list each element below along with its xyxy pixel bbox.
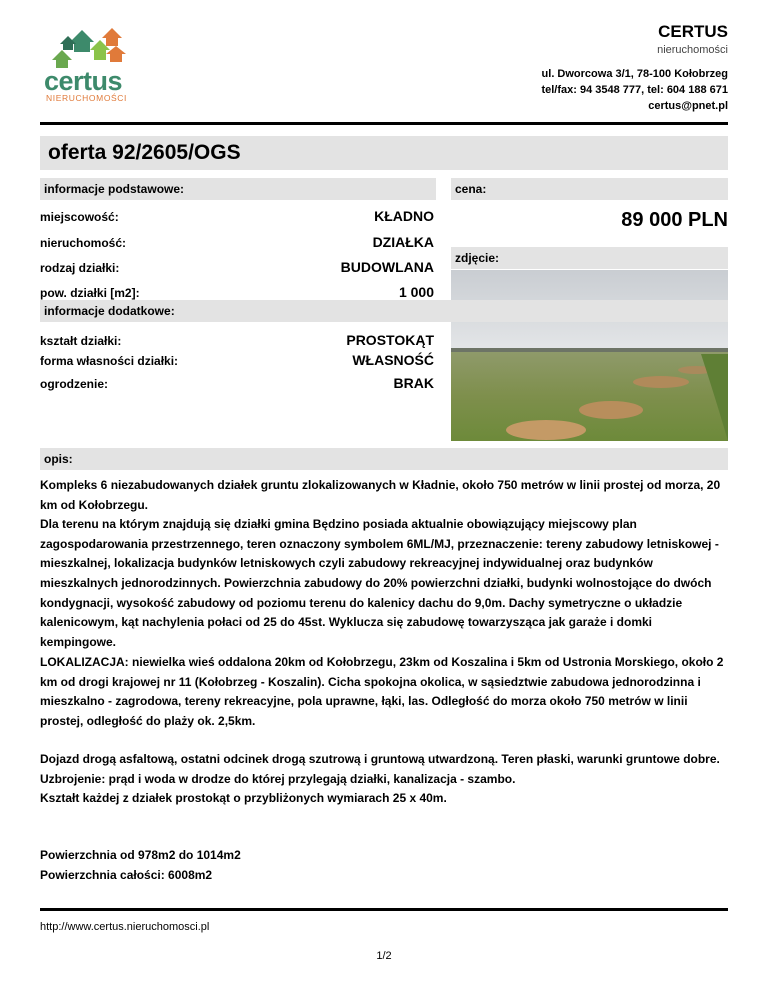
value-plot-type: BUDOWLANA [340,259,434,275]
access-paragraph: Dojazd drogą asfaltową, ostatni odcinek drogą szutrową i gruntową utwardzoną. Teren płaski, warunki gruntowe dobre. Uzbrojenie: prąd i woda w drodze do której przylegają działki, kanalizacja - szambo. Kształt każdej z działek prostokąt o przybliżonych wymiarach 25 x 40m. [40,752,720,806]
price-value: 89 000 PLN [621,209,728,231]
value-plot-shape: PROSTOKĄT [346,332,434,348]
value-plot-area: 1 000 [398,284,434,300]
address-line: ul. Dworcowa 3/1, 78-100 Kołobrzeg [541,68,728,80]
section-basic-info: informacje podstawowe: [40,178,436,200]
section-description: opis: [40,448,728,470]
logo-houses-icon [52,28,126,68]
brand-subtitle: nieruchomości [657,44,728,56]
offer-title: oferta 92/2605/OGS [48,141,241,164]
section-additional-info: informacje dodatkowe: [40,300,728,322]
label-ownership: forma własności działki: [40,354,179,368]
footer-url-link[interactable]: http://www.certus.nieruchomosci.pl [40,921,210,933]
value-ownership: WŁASNOŚĆ [352,352,434,368]
page-number: 1/2 [376,950,392,962]
header-divider [40,122,728,125]
phone-line: tel/fax: 94 3548 777, tel: 604 188 671 [541,84,728,96]
logo-wordmark: certus [44,66,123,96]
plot-photo [451,270,728,441]
section-photo: zdjęcie: [451,247,728,269]
label-plot-type: rodzaj działki: [40,261,120,275]
footer-divider [40,908,728,911]
value-locality: KŁADNO [374,208,434,224]
label-plot-area: pow. działki [m2]: [40,286,140,300]
label-plot-shape: kształt działki: [40,334,122,348]
area-paragraph: Powierzchnia od 978m2 do 1014m2 Powierzchnia całości: 6008m2 [40,848,241,882]
value-fencing: BRAK [393,375,434,391]
label-fencing: ogrodzenie: [40,377,108,391]
email-line: certus@pnet.pl [648,100,728,112]
location-paragraph: LOKALIZACJA: niewielka wieś oddalona 20km od Kołobrzegu, 23km od Koszalina i 5km od Ustronia Morskiego, około 2 km od drogi krajowej nr 11 (Kołobrzeg - Koszalin). Cicha spokojna okolica, w sąsiedztwie zabudowa jednorodzinna i mieszkalno - zagrodowa, tereny rekreacyjne, pola uprawne, łąki, las. Odległość do morza około 750 metrów w linii prostej, odległość do plaży ok. 2,5km. [40,655,724,728]
company-address [541,66,728,114]
label-locality: miejscowość: [40,210,119,224]
label-property: nieruchomość: [40,236,127,250]
section-price: cena: [451,178,728,200]
description-paragraph: Kompleks 6 niezabudowanych działek gruntu zlokalizowanych w Kładnie, około 750 metrów w linii prostej od morza, 20 km od Kołobrzegu. Dla terenu na którym znajdują się działki gmina Będzino posiada aktualnie obowiązujący miejscowy plan zagospodarowania przestrzennego, teren oznaczony symbolem 6ML/MJ, przeznaczenie: tereny zabudowy letniskowej - mieszkalnej, lokalizacja budynków letniskowych czyli zabudowy rekreacyjnej indywidualnej oraz budynków mieszkalnych jednorodzinnych. Powierzchnia zabudowy do 20% powierzchni działki, budynki wolnostojące do dwóch kondygnacji, wysokość zabudowy od poziomu terenu do kalenicy dachu do 9,0m. Dachy symetryczne o układzie kalenicowym, kąt nachylenia połaci od 25 do 45st. Wyklucza się zabudowę towarzysząca jak garaże i domki kempingowe. [40,478,721,649]
value-property: DZIAŁKA [372,234,434,250]
logo-subtitle: NIERUCHOMOŚCI [46,93,127,103]
brand-name: CERTUS [658,22,728,41]
